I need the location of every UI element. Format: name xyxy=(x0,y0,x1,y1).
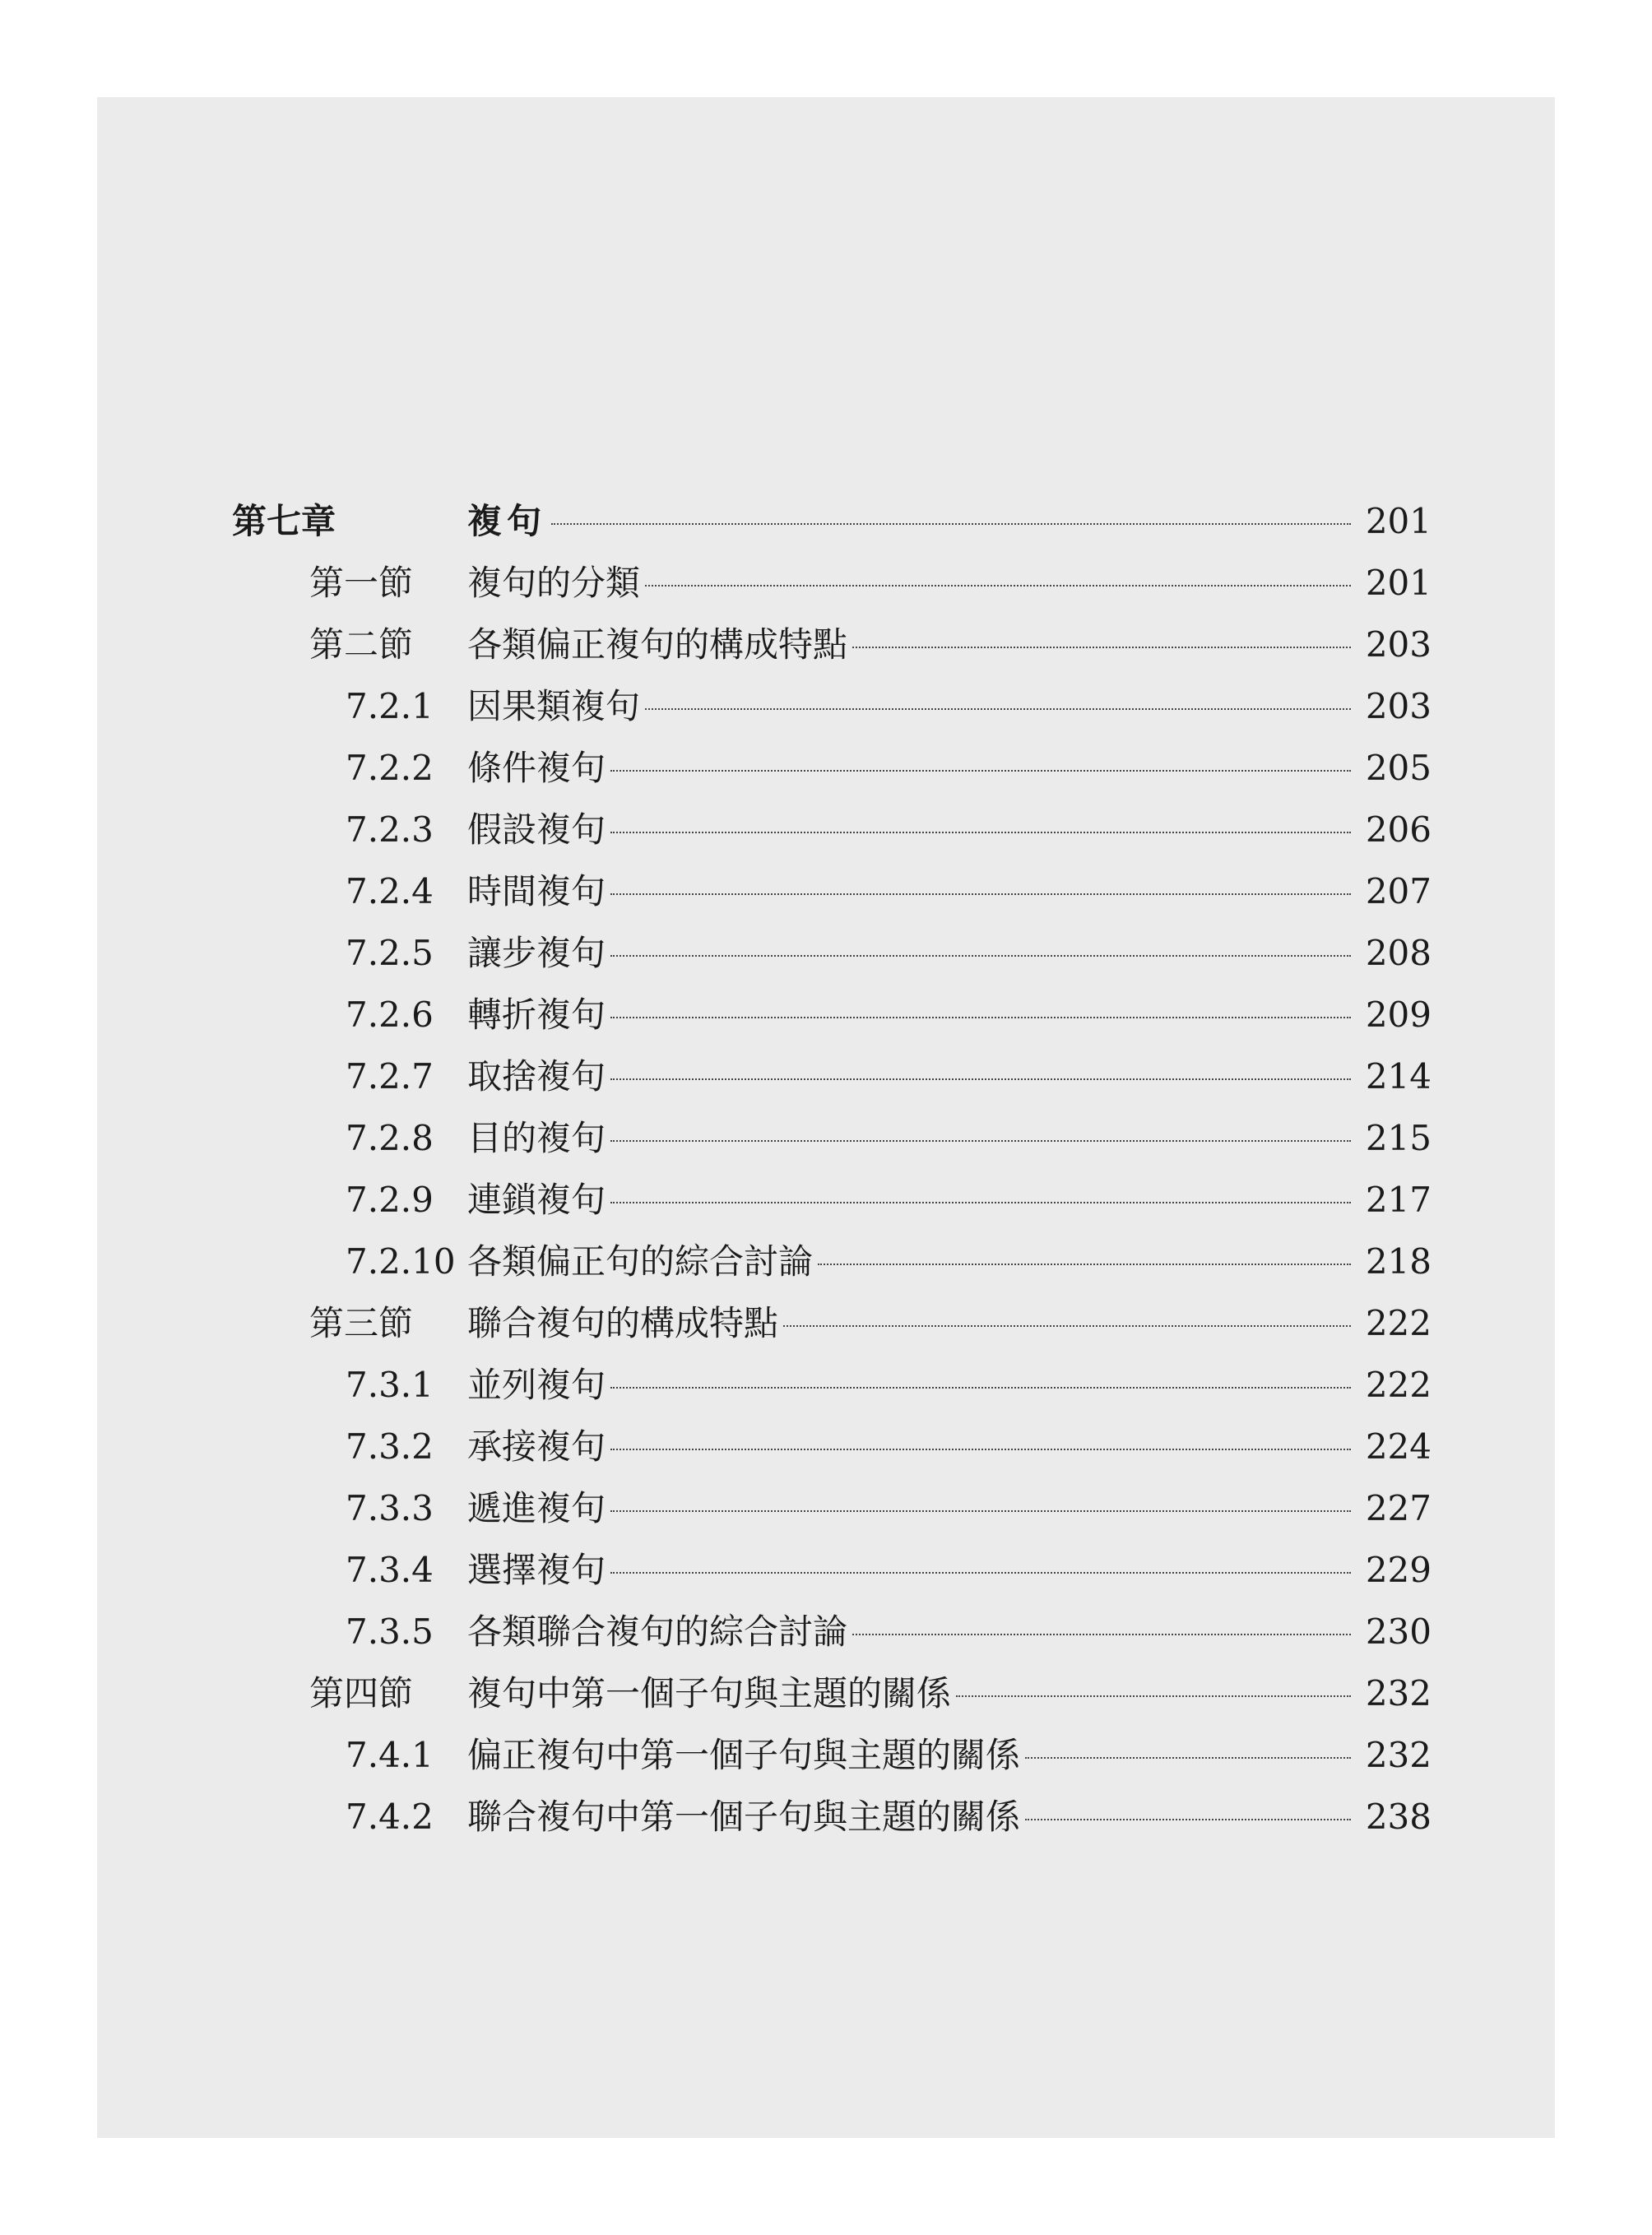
toc-entry-subsection[interactable] xyxy=(97,1601,1555,1662)
toc-page-number: 207 xyxy=(1365,871,1432,911)
toc-entry-subsection[interactable] xyxy=(97,1354,1555,1416)
toc-number: 7.2.10 xyxy=(346,1241,456,1282)
toc-page-number: 227 xyxy=(1365,1488,1432,1528)
dot-leader xyxy=(610,1448,1351,1450)
toc-page-number: 205 xyxy=(1365,748,1432,788)
toc-page-number: 232 xyxy=(1365,1735,1432,1775)
toc-page-number: 201 xyxy=(1365,501,1432,541)
toc-number: 7.2.8 xyxy=(346,1118,434,1158)
dot-leader xyxy=(610,1078,1351,1080)
dot-leader xyxy=(818,1263,1351,1265)
dot-leader xyxy=(1025,1756,1351,1759)
toc-entry-subsection[interactable] xyxy=(97,860,1555,922)
toc-number: 7.2.1 xyxy=(346,686,434,726)
toc-title: 各類聯合複句的綜合討論 xyxy=(467,1611,848,1652)
toc-title: 承接複句 xyxy=(467,1426,606,1467)
toc-page-number: 203 xyxy=(1365,686,1432,726)
toc-entry-section[interactable] xyxy=(97,1292,1555,1354)
dot-leader xyxy=(610,831,1351,833)
dot-leader xyxy=(610,954,1351,957)
dot-leader xyxy=(610,1139,1351,1142)
toc-page-number: 201 xyxy=(1365,563,1432,603)
toc-entry-subsection[interactable] xyxy=(97,1477,1555,1539)
toc-number: 7.2.6 xyxy=(346,995,434,1035)
toc-title: 取捨複句 xyxy=(467,1056,606,1097)
toc-number: 第一節 xyxy=(309,563,414,603)
toc-number: 7.4.1 xyxy=(346,1735,434,1775)
toc-title: 各類偏正句的綜合討論 xyxy=(467,1241,814,1282)
toc-page-number: 206 xyxy=(1365,809,1432,850)
toc-number: 7.2.3 xyxy=(346,809,434,850)
dot-leader xyxy=(610,1509,1351,1512)
toc-number: 7.2.2 xyxy=(346,748,434,788)
toc-title: 轉折複句 xyxy=(467,995,606,1035)
toc-number: 7.3.5 xyxy=(346,1611,434,1652)
toc-number: 第七章 xyxy=(232,501,336,541)
toc-entry-subsection[interactable] xyxy=(97,1724,1555,1786)
toc-page-number: 238 xyxy=(1365,1797,1432,1837)
toc-title: 聯合複句中第一個子句與主題的關係 xyxy=(467,1797,1021,1837)
toc-entry-subsection[interactable] xyxy=(97,1786,1555,1848)
toc-entry-subsection[interactable] xyxy=(97,799,1555,860)
dot-leader xyxy=(645,584,1351,587)
dot-leader xyxy=(783,1324,1351,1327)
toc-title: 複句的分類 xyxy=(467,563,641,603)
toc-entry-subsection[interactable] xyxy=(97,1169,1555,1231)
toc-title: 聯合複句的構成特點 xyxy=(467,1303,779,1343)
dot-leader xyxy=(956,1695,1351,1697)
dot-leader xyxy=(551,522,1351,525)
toc-title: 複句 xyxy=(467,501,547,541)
toc-page-number: 209 xyxy=(1365,995,1432,1035)
toc-title: 目的複句 xyxy=(467,1118,606,1158)
toc-page-number: 229 xyxy=(1365,1550,1432,1590)
toc-number: 7.3.1 xyxy=(346,1365,434,1405)
dot-leader xyxy=(610,769,1351,772)
toc-page-number: 208 xyxy=(1365,933,1432,973)
toc-entry-subsection[interactable] xyxy=(97,1539,1555,1601)
dot-leader xyxy=(852,646,1351,648)
dot-leader xyxy=(1025,1818,1351,1820)
toc-entry-chapter[interactable] xyxy=(97,490,1555,552)
toc-title: 選擇複句 xyxy=(467,1550,606,1590)
toc-page-number: 230 xyxy=(1365,1611,1432,1652)
toc-page-number: 232 xyxy=(1365,1673,1432,1713)
toc-entry-section[interactable] xyxy=(97,552,1555,614)
toc-entry-subsection[interactable] xyxy=(97,737,1555,799)
toc-number: 7.3.4 xyxy=(346,1550,434,1590)
toc-number: 7.2.5 xyxy=(346,933,434,973)
toc-title: 因果類複句 xyxy=(467,686,641,726)
toc-entry-subsection[interactable] xyxy=(97,1416,1555,1477)
toc-number: 第二節 xyxy=(309,624,414,665)
toc-entry-section[interactable] xyxy=(97,1662,1555,1724)
toc-title: 時間複句 xyxy=(467,871,606,911)
toc-page-number: 222 xyxy=(1365,1365,1432,1405)
toc-title: 並列複句 xyxy=(467,1365,606,1405)
toc-title: 連鎖複句 xyxy=(467,1180,606,1220)
dot-leader xyxy=(610,893,1351,895)
toc-title: 條件複句 xyxy=(467,748,606,788)
toc-entry-subsection[interactable] xyxy=(97,1046,1555,1107)
toc-page-number: 214 xyxy=(1365,1056,1432,1097)
toc-entry-subsection[interactable] xyxy=(97,1231,1555,1292)
toc-number: 7.2.9 xyxy=(346,1180,434,1220)
toc-entry-subsection[interactable] xyxy=(97,1107,1555,1169)
toc-number: 7.4.2 xyxy=(346,1797,434,1837)
dot-leader xyxy=(610,1016,1351,1018)
toc-number: 7.2.7 xyxy=(346,1056,434,1097)
toc-number: 第三節 xyxy=(309,1303,414,1343)
toc-title: 複句中第一個子句與主題的關係 xyxy=(467,1673,952,1713)
toc-entry-subsection[interactable] xyxy=(97,984,1555,1046)
dot-leader xyxy=(645,707,1351,710)
toc-entry-section[interactable] xyxy=(97,614,1555,675)
dot-leader xyxy=(610,1201,1351,1203)
toc-page-number: 217 xyxy=(1365,1180,1432,1220)
toc-title: 偏正複句中第一個子句與主題的關係 xyxy=(467,1735,1021,1775)
toc-title: 各類偏正複句的構成特點 xyxy=(467,624,848,665)
toc-page-number: 222 xyxy=(1365,1303,1432,1343)
toc-page-number: 218 xyxy=(1365,1241,1432,1282)
toc-page-number: 203 xyxy=(1365,624,1432,665)
toc-page-number: 215 xyxy=(1365,1118,1432,1158)
toc-entry-subsection[interactable] xyxy=(97,922,1555,984)
dot-leader xyxy=(610,1386,1351,1389)
toc-title: 遞進複句 xyxy=(467,1488,606,1528)
toc-number: 7.2.4 xyxy=(346,871,434,911)
toc-number: 第四節 xyxy=(309,1673,414,1713)
toc-number: 7.3.2 xyxy=(346,1426,434,1467)
toc-title: 假設複句 xyxy=(467,809,606,850)
toc-page-number: 224 xyxy=(1365,1426,1432,1467)
dot-leader xyxy=(610,1571,1351,1574)
toc-entry-subsection[interactable] xyxy=(97,675,1555,737)
dot-leader xyxy=(852,1633,1351,1635)
toc-number: 7.3.3 xyxy=(346,1488,434,1528)
document-page xyxy=(97,97,1555,2138)
toc-title: 讓步複句 xyxy=(467,933,606,973)
